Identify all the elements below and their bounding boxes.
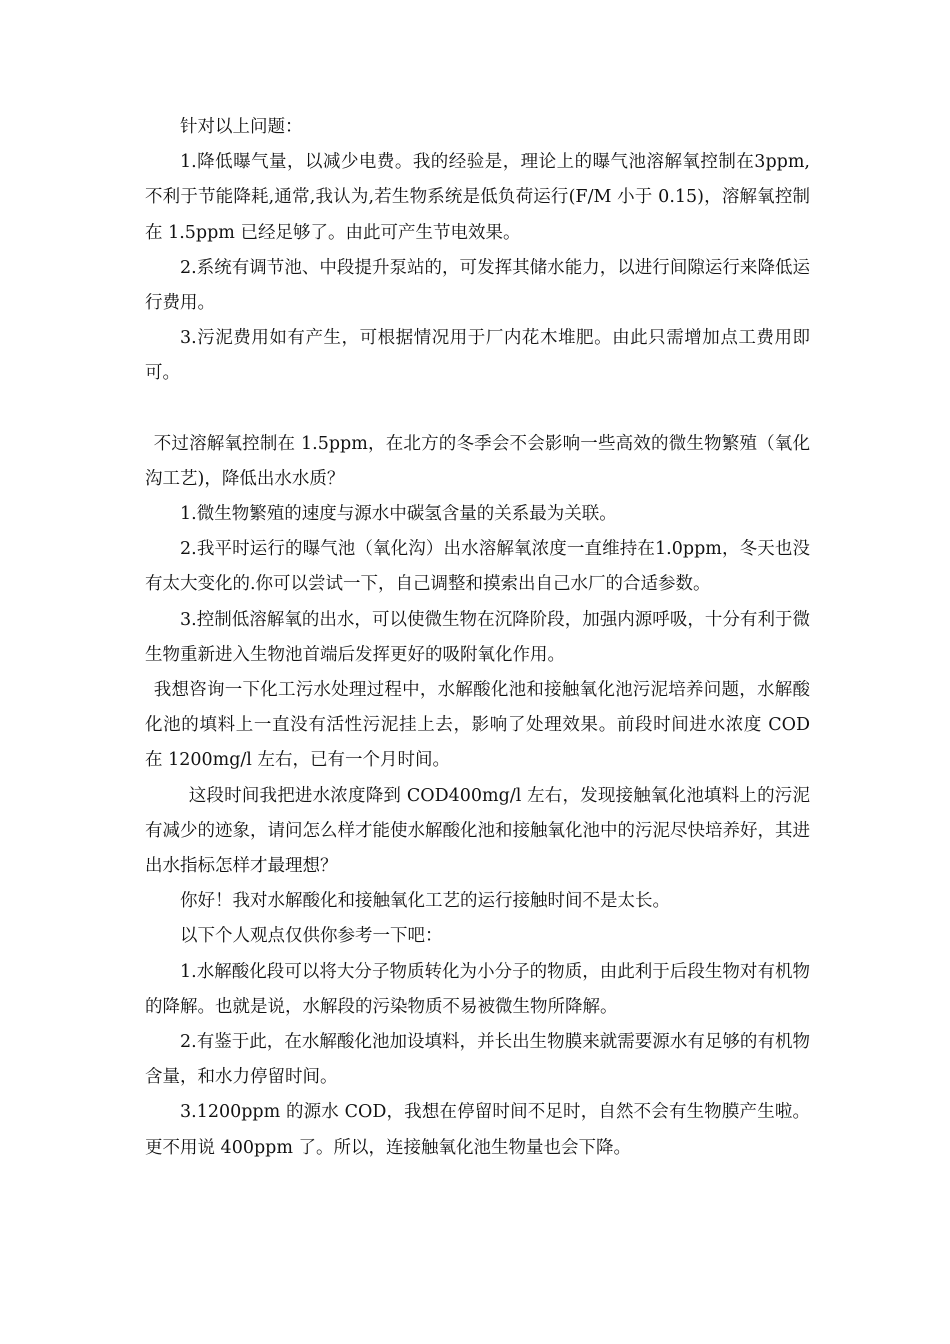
paragraph-point-2: 2.系统有调节池、中段提升泵站的，可发挥其储水能力，以进行间隙运行来降低运行费用。: [145, 257, 810, 314]
paragraph-answer-1-point-1: 1.微生物繁殖的速度与源水中碳氢含量的关系最为关联。: [180, 504, 617, 525]
paragraph-answer-1-point-2: 2.我平时运行的曝气池（氧化沟）出水溶解氧浓度一直维持在1.0ppm，冬天也没有太大变化的.你可以尝试一下，自己调整和摸索出自己水厂的合适参数。: [145, 539, 810, 595]
paragraph-answer-2-point-1: 1.水解酸化段可以将大分子物质转化为小分子的物质，由此利于后段生物对有机物的降解。也就是说，水解段的污染物质不易被微生物所降解。: [145, 961, 810, 1017]
paragraph-point-1: 1.降低曝气量，以减少电费。我的经验是，理论上的曝气池溶解氧控制在3ppm,不利于节能降耗,通常,我认为,若生物系统是低负荷运行(F/M 小于 0.15)，溶解氧控制在 1.5ppm 已经足够了。由此可产生节电效果。: [145, 152, 810, 243]
paragraph-point-3: 3.污泥费用如有产生，可根据情况用于厂内花木堆肥。由此只需增加点工费用即可。: [145, 328, 810, 384]
section-gap: [145, 392, 810, 427]
paragraph-question-2-cont: 这段时间我把进水浓度降到 COD400mg/l 左右，发现接触氧化池填料上的污泥有减少的迹象，请问怎么样才能使水解酸化池和接触氧化池中的污泥尽快培养好，其进出水指标怎样才最理想？: [145, 785, 810, 877]
paragraph-answer-2-point-3: 3.1200ppm 的源水 COD，我想在停留时间不足时，自然不会有生物膜产生啦。更不用说 400ppm 了。所以，连接触氧化池生物量也会下降。: [145, 1102, 810, 1158]
paragraph-answer-2-greeting: 你好！我对水解酸化和接触氧化工艺的运行接触时间不是太长。: [180, 891, 670, 912]
paragraph-question-1: 不过溶解氧控制在 1.5ppm，在北方的冬季会不会影响一些高效的微生物繁殖（氧化沟工艺)，降低出水水质？: [145, 433, 810, 489]
paragraph-answer-1-point-3: 3.控制低溶解氧的出水，可以使微生物在沉降阶段，加强内源呼吸，十分有利于微生物重新进入生物池首端后发挥更好的吸附氧化作用。: [145, 609, 810, 665]
document-page: [145, 110, 810, 1166]
paragraph-answer-2-intro: 以下个人观点仅供你参考一下吧：: [180, 926, 443, 947]
paragraph-intro: 针对以上问题：: [180, 117, 303, 137]
paragraph-question-2: 我想咨询一下化工污水处理过程中，水解酸化池和接触氧化池污泥培养问题，水解酸化池的填料上一直没有活性污泥挂上去，影响了处理效果。前段时间进水浓度 COD 在 1200mg/l 左右，已有一个月时间。: [145, 680, 810, 771]
paragraph-answer-2-point-2: 2.有鉴于此，在水解酸化池加设填料，并长出生物膜来就需要源水有足够的有机物含量，和水力停留时间。: [145, 1032, 810, 1088]
